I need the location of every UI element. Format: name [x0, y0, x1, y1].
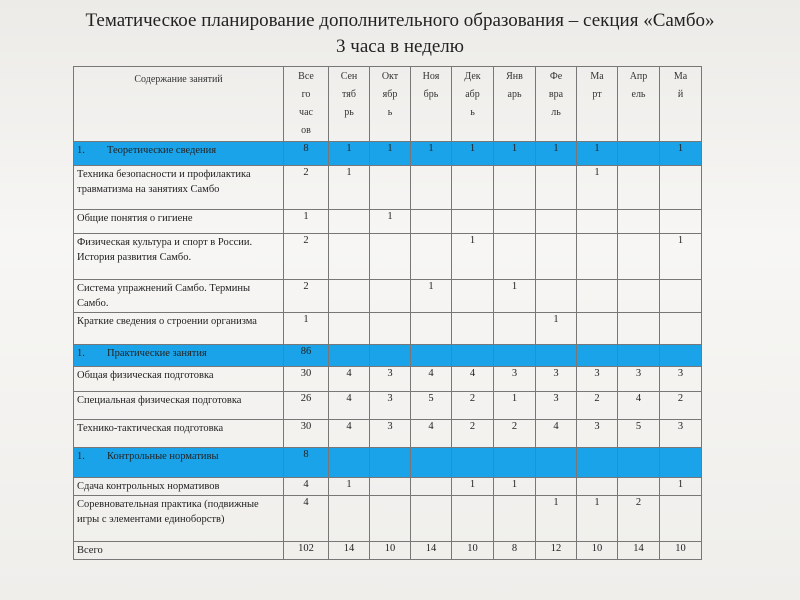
month-cell	[660, 166, 702, 210]
table-row	[74, 420, 702, 448]
month-cell	[452, 166, 494, 210]
month-cell	[411, 210, 452, 234]
month-cell	[494, 313, 536, 345]
month-cell: 2	[618, 496, 660, 542]
month-cell	[618, 345, 660, 367]
month-cell: 1	[660, 478, 702, 496]
month-cell: 1	[494, 478, 536, 496]
header-month-may: Ма й	[660, 67, 702, 142]
table-row	[74, 280, 702, 313]
row-total-hours: 1	[284, 210, 329, 234]
month-cell	[329, 210, 370, 234]
month-cell	[618, 448, 660, 478]
row-subject-text: Практические занятия	[107, 348, 207, 359]
month-cell: 1	[577, 166, 618, 210]
month-cell: 4	[452, 367, 494, 392]
month-cell	[494, 234, 536, 280]
page-title	[0, 8, 800, 60]
row-subject	[74, 392, 284, 420]
header-month-sep: Сен тяб рь	[329, 67, 370, 142]
row-subject-text: Теоретические сведения	[107, 145, 217, 156]
month-cell	[452, 210, 494, 234]
section-number: 1.	[77, 145, 85, 156]
month-cell	[577, 280, 618, 313]
month-cell	[370, 345, 411, 367]
row-subject	[74, 448, 284, 478]
month-cell: 10	[370, 542, 411, 560]
section-number: 1.	[77, 451, 85, 462]
month-cell: 10	[660, 542, 702, 560]
row-total-hours: 102	[284, 542, 329, 560]
month-cell: 4	[536, 420, 577, 448]
table-row	[74, 234, 702, 280]
month-cell	[536, 478, 577, 496]
month-cell: 4	[329, 420, 370, 448]
month-cell: 4	[329, 392, 370, 420]
month-cell	[577, 478, 618, 496]
row-subject	[74, 420, 284, 448]
month-cell	[577, 234, 618, 280]
month-cell	[618, 166, 660, 210]
month-cell	[411, 166, 452, 210]
month-cell	[494, 448, 536, 478]
month-cell	[618, 210, 660, 234]
section-number: 1.	[77, 348, 85, 359]
month-cell: 1	[660, 142, 702, 166]
month-cell: 1	[536, 142, 577, 166]
month-cell: 2	[494, 420, 536, 448]
month-cell: 3	[660, 420, 702, 448]
month-cell: 12	[536, 542, 577, 560]
month-cell	[618, 142, 660, 166]
table-row	[74, 210, 702, 234]
month-cell	[329, 234, 370, 280]
month-cell	[494, 210, 536, 234]
header-month-jan: Янв арь	[494, 67, 536, 142]
month-cell	[660, 496, 702, 542]
row-total-hours: 2	[284, 280, 329, 313]
row-subject	[74, 478, 284, 496]
month-cell: 1	[329, 478, 370, 496]
month-cell: 3	[660, 367, 702, 392]
row-subject	[74, 142, 284, 166]
row-subject-text: Общие понятия о гигиене	[77, 213, 193, 224]
row-total-hours: 2	[284, 234, 329, 280]
month-cell: 1	[577, 142, 618, 166]
row-subject-text: Физическая культура и спорт в России. История развития Самбо.	[77, 237, 253, 263]
row-total-hours: 8	[284, 448, 329, 478]
month-cell: 3	[494, 367, 536, 392]
month-cell	[660, 280, 702, 313]
month-cell: 3	[577, 367, 618, 392]
row-total-hours: 30	[284, 420, 329, 448]
month-cell: 5	[411, 392, 452, 420]
row-total-hours: 30	[284, 367, 329, 392]
row-subject-text: Сдача контрольных нормативов	[77, 481, 220, 492]
row-total-hours: 8	[284, 142, 329, 166]
month-cell: 14	[329, 542, 370, 560]
month-cell	[494, 496, 536, 542]
month-cell	[370, 313, 411, 345]
row-total-hours: 4	[284, 478, 329, 496]
table-row	[74, 166, 702, 210]
month-cell: 1	[329, 166, 370, 210]
row-subject-text: Система упражнений Самбо. Термины Самбо.	[77, 283, 251, 309]
month-cell: 4	[329, 367, 370, 392]
title-line-1: Тематическое планирование дополнительного образования – секция «Самбо»	[85, 10, 715, 31]
month-cell	[660, 345, 702, 367]
month-cell	[411, 234, 452, 280]
month-cell: 3	[370, 367, 411, 392]
month-cell	[411, 313, 452, 345]
month-cell	[452, 345, 494, 367]
table-row	[74, 478, 702, 496]
month-cell: 14	[618, 542, 660, 560]
month-cell: 5	[618, 420, 660, 448]
month-cell	[494, 166, 536, 210]
schedule-table	[73, 66, 702, 560]
month-cell: 1	[536, 496, 577, 542]
month-cell: 1	[452, 478, 494, 496]
month-cell	[370, 448, 411, 478]
month-cell	[452, 448, 494, 478]
month-cell: 3	[577, 420, 618, 448]
month-cell	[329, 448, 370, 478]
month-cell	[411, 345, 452, 367]
row-total-hours: 86	[284, 345, 329, 367]
table-row	[74, 542, 702, 560]
header-subject: Содержание занятий	[74, 67, 284, 142]
month-cell: 3	[370, 420, 411, 448]
header-month-dec: Дек абр ь	[452, 67, 494, 142]
row-total-hours: 26	[284, 392, 329, 420]
section-row	[74, 142, 702, 166]
table-row	[74, 367, 702, 392]
month-cell	[618, 234, 660, 280]
month-cell	[370, 478, 411, 496]
row-subject-text: Контрольные нормативы	[107, 451, 219, 462]
month-cell	[577, 313, 618, 345]
month-cell: 1	[329, 142, 370, 166]
month-cell: 14	[411, 542, 452, 560]
month-cell	[329, 280, 370, 313]
table-row	[74, 496, 702, 542]
row-subject	[74, 280, 284, 313]
row-subject	[74, 542, 284, 560]
month-cell	[370, 234, 411, 280]
month-cell	[577, 345, 618, 367]
month-cell	[536, 280, 577, 313]
header-month-mar: Ма рт	[577, 67, 618, 142]
header-month-feb: Фе вра ль	[536, 67, 577, 142]
row-subject	[74, 166, 284, 210]
row-subject	[74, 345, 284, 367]
month-cell	[452, 280, 494, 313]
header-month-oct: Окт ябр ь	[370, 67, 411, 142]
row-total-hours: 4	[284, 496, 329, 542]
month-cell: 2	[577, 392, 618, 420]
row-total-hours: 2	[284, 166, 329, 210]
month-cell	[536, 345, 577, 367]
row-subject	[74, 313, 284, 345]
month-cell: 10	[452, 542, 494, 560]
row-subject-text: Специальная физическая подготовка	[77, 395, 242, 406]
month-cell: 4	[618, 392, 660, 420]
month-cell: 1	[452, 234, 494, 280]
month-cell	[452, 313, 494, 345]
month-cell	[411, 478, 452, 496]
row-subject	[74, 210, 284, 234]
month-cell	[577, 210, 618, 234]
month-cell	[329, 313, 370, 345]
header-total: Все го час ов	[284, 67, 329, 142]
month-cell: 1	[370, 142, 411, 166]
month-cell: 3	[370, 392, 411, 420]
month-cell: 1	[660, 234, 702, 280]
row-subject-text: Краткие сведения о строении организма	[77, 316, 257, 327]
title-line-2: 3 часа в неделю	[336, 36, 464, 57]
month-cell: 1	[411, 142, 452, 166]
month-cell: 8	[494, 542, 536, 560]
month-cell	[494, 345, 536, 367]
row-subject	[74, 496, 284, 542]
month-cell: 1	[494, 392, 536, 420]
month-cell	[411, 496, 452, 542]
month-cell	[536, 448, 577, 478]
month-cell	[536, 234, 577, 280]
row-subject	[74, 234, 284, 280]
month-cell: 3	[618, 367, 660, 392]
month-cell: 1	[494, 142, 536, 166]
month-cell: 1	[452, 142, 494, 166]
month-cell	[452, 496, 494, 542]
month-cell: 10	[577, 542, 618, 560]
month-cell	[577, 448, 618, 478]
row-subject-text: Соревновательная практика (подвижные игры с элементами единоборств)	[77, 499, 259, 525]
header-month-nov: Ноя брь	[411, 67, 452, 142]
month-cell	[618, 280, 660, 313]
month-cell: 3	[536, 392, 577, 420]
row-subject-text: Технико-тактическая подготовка	[77, 423, 224, 434]
month-cell	[618, 313, 660, 345]
month-cell	[536, 210, 577, 234]
month-cell	[618, 478, 660, 496]
row-subject-text: Техника безопасности и профилактика травматизма на занятиях Самбо	[77, 169, 251, 195]
month-cell: 2	[660, 392, 702, 420]
month-cell: 1	[411, 280, 452, 313]
row-subject-text: Общая физическая подготовка	[77, 370, 214, 381]
row-subject-text: Всего	[77, 545, 103, 556]
month-cell	[370, 496, 411, 542]
header-month-apr: Апр ель	[618, 67, 660, 142]
month-cell: 1	[536, 313, 577, 345]
month-cell: 4	[411, 367, 452, 392]
month-cell: 4	[411, 420, 452, 448]
month-cell	[660, 313, 702, 345]
month-cell	[411, 448, 452, 478]
header-row	[74, 67, 702, 142]
section-row	[74, 345, 702, 367]
month-cell: 1	[577, 496, 618, 542]
section-row	[74, 448, 702, 478]
month-cell	[370, 280, 411, 313]
month-cell: 3	[536, 367, 577, 392]
row-total-hours: 1	[284, 313, 329, 345]
month-cell	[329, 496, 370, 542]
month-cell: 2	[452, 392, 494, 420]
month-cell: 1	[370, 210, 411, 234]
month-cell	[536, 166, 577, 210]
table-row	[74, 392, 702, 420]
month-cell	[660, 448, 702, 478]
month-cell: 2	[452, 420, 494, 448]
month-cell: 1	[494, 280, 536, 313]
month-cell	[660, 210, 702, 234]
table-row	[74, 313, 702, 345]
month-cell	[329, 345, 370, 367]
table-body	[74, 142, 702, 560]
month-cell	[370, 166, 411, 210]
row-subject	[74, 367, 284, 392]
